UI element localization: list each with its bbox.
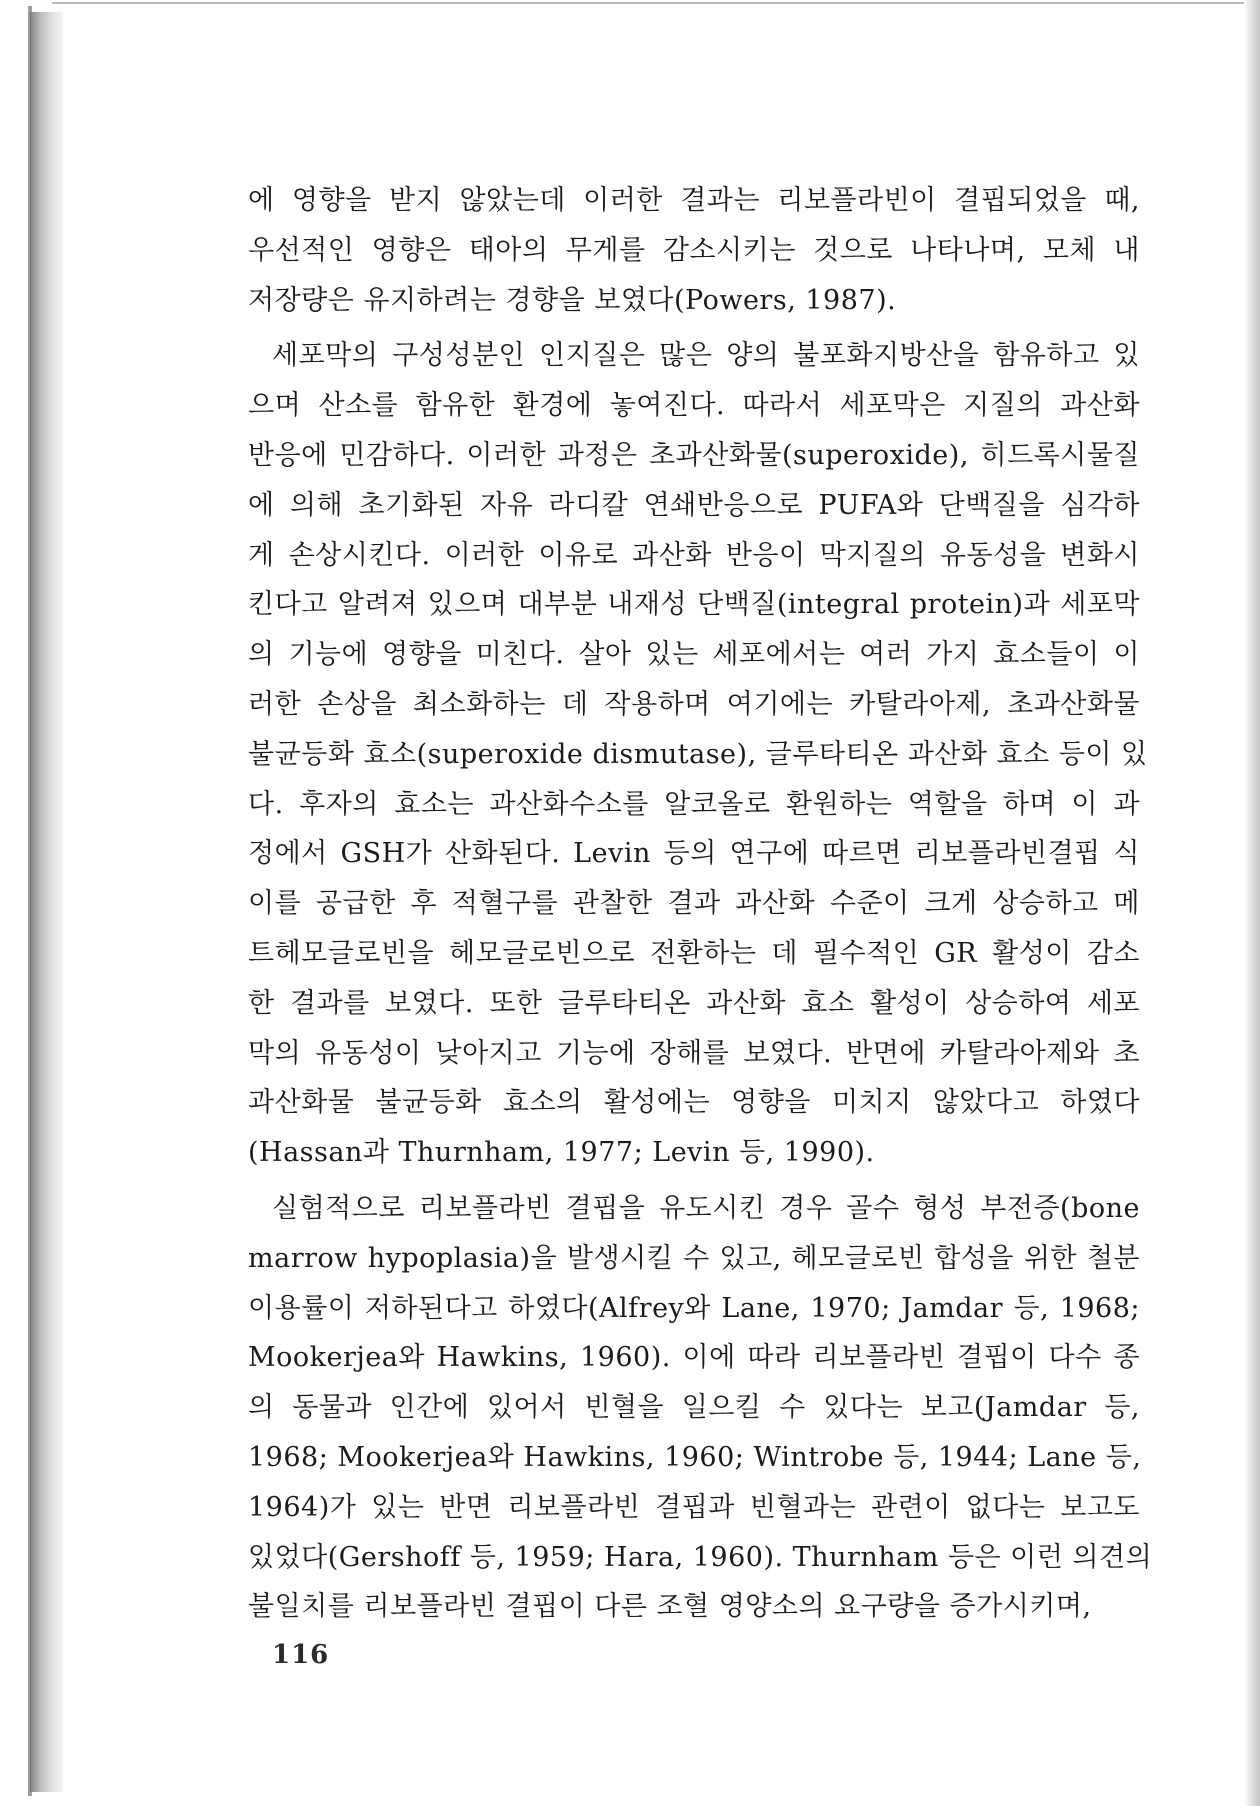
- text-line: 킨다고 알려져 있으며 대부분 내재성 단백질(integral protein)과 세포막: [248, 589, 1140, 621]
- text-line: 과산화물 불균등화 효소의 활성에는 영향을 미치지 않았다고 하였다: [248, 1087, 1140, 1119]
- text-line: 의 동물과 인간에 있어서 빈혈을 일으킬 수 있다는 보고(Jamdar 등,: [248, 1392, 1140, 1424]
- text-line: 트헤모글로빈을 헤모글로빈으로 전환하는 데 필수적인 GR 활성이 감소: [248, 937, 1140, 969]
- text-line: 러한 손상을 최소화하는 데 작용하며 여기에는 카탈라아제, 초과산화물: [248, 688, 1140, 720]
- text-line: 저장량은 유지하려는 경향을 보였다(Powers, 1987).: [248, 284, 897, 316]
- text-line: 게 손상시킨다. 이러한 이유로 과산화 반응이 막지질의 유동성을 변화시: [248, 539, 1140, 571]
- text-line: 으며 산소를 함유한 환경에 놓여진다. 따라서 세포막은 지질의 과산화: [248, 390, 1140, 422]
- text-line: Mookerjea와 Hawkins, 1960). 이에 따라 리보플라빈 결핍이 다수 종: [248, 1342, 1140, 1374]
- text-line: 이용률이 저하된다고 하였다(Alfrey와 Lane, 1970; Jamdar 등, 1968;: [248, 1292, 1140, 1324]
- text-line: 세포막의 구성성분인 인지질은 많은 양의 불포화지방산을 함유하고 있: [272, 340, 1140, 372]
- paragraph: [248, 331, 1148, 1178]
- text-line: 불일치를 리보플라빈 결핍이 다른 조혈 영양소의 요구량을 증가시키며,: [248, 1591, 1092, 1623]
- text-line: 실험적으로 리보플라빈 결핍을 유도시킨 경우 골수 형성 부전증(bone: [272, 1192, 1140, 1224]
- text-line: 정에서 GSH가 산화된다. Levin 등의 연구에 따르면 리보플라빈결핍 식: [248, 838, 1140, 870]
- text-line: 우선적인 영향은 태아의 무게를 감소시키는 것으로 나타나며, 모체 내: [248, 234, 1140, 266]
- body-text: [248, 176, 1153, 1632]
- paragraph: [248, 1184, 1153, 1632]
- text-line: 1968; Mookerjea와 Hawkins, 1960; Wintrobe 등, 1944; Lane 등,: [248, 1441, 1142, 1473]
- text-line: 1964)가 있는 반면 리보플라빈 결핍과 빈혈과는 관련이 없다는 보고도: [248, 1491, 1140, 1523]
- text-line: 에 영향을 받지 않았는데 이러한 결과는 리보플라빈이 결핍되었을 때,: [248, 185, 1140, 216]
- text-line: 다. 후자의 효소는 과산화수소를 알코올로 환원하는 역할을 하며 이 과: [248, 788, 1140, 820]
- book-spine: [30, 12, 63, 1792]
- page-right-shadow: [1244, 0, 1260, 1806]
- text-line: 반응에 민감하다. 이러한 과정은 초과산화물(superoxide), 히드록시물질: [248, 439, 1140, 471]
- page-top-edge: [52, 2, 1260, 4]
- text-line: 막의 유동성이 낮아지고 기능에 장해를 보였다. 반면에 카탈라아제와 초: [248, 1037, 1140, 1069]
- text-line: (Hassan과 Thurnham, 1977; Levin 등, 1990).: [248, 1137, 875, 1169]
- text-line: 있었다(Gershoff 등, 1959; Hara, 1960). Thurnham 등은 이런 의견의: [248, 1541, 1153, 1573]
- text-line: 의 기능에 영향을 미친다. 살아 있는 세포에서는 여러 가지 효소들이 이: [248, 639, 1140, 671]
- text-line: 불균등화 효소(superoxide dismutase), 글루타티온 과산화 효소 등이 있: [248, 738, 1148, 770]
- text-line: 이를 공급한 후 적혈구를 관찰한 결과 과산화 수준이 크게 상승하고 메: [248, 888, 1140, 920]
- text-line: 에 의해 초기화된 자유 라디칼 연쇄반응으로 PUFA와 단백질을 심각하: [248, 489, 1140, 521]
- paragraph: [248, 176, 1140, 325]
- text-line: 한 결과를 보였다. 또한 글루타티온 과산화 효소 활성이 상승하여 세포: [248, 987, 1140, 1019]
- text-line: marrow hypoplasia)을 발생시킬 수 있고, 헤모글로빈 합성을 위한 철분: [248, 1242, 1140, 1274]
- page-number: 116: [272, 1640, 330, 1670]
